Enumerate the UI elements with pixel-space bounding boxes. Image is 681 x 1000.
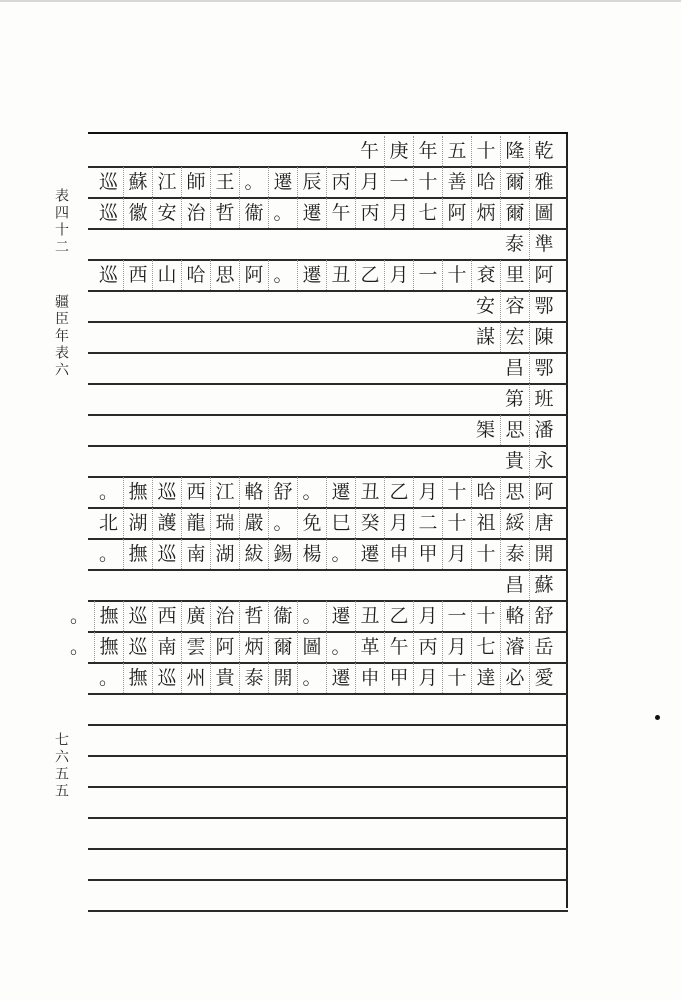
row-character: 月 (384, 260, 413, 290)
row-character: 十 (471, 539, 500, 569)
row-character: 南 (152, 632, 181, 662)
row-character: 泰 (500, 539, 529, 569)
row-character: 舒 (529, 601, 558, 631)
row-character: 哈 (471, 477, 500, 507)
row-character: 思 (500, 477, 529, 507)
row-character: 愛 (529, 663, 558, 693)
row-character: 爾 (500, 167, 529, 197)
row-character: 十 (471, 136, 500, 166)
row-character: 甲 (384, 663, 413, 693)
row-character: 哈 (471, 167, 500, 197)
row-character: 遷 (268, 167, 297, 197)
row-character: 丑 (355, 477, 384, 507)
row-character: 免 (297, 508, 326, 538)
row-character: 榘 (475, 419, 495, 441)
row-character: 巡 (123, 601, 152, 631)
row-character: 月 (413, 601, 442, 631)
row-character: 。 (268, 198, 297, 228)
row-character: 爾 (500, 198, 529, 228)
table-row (355, 136, 558, 166)
row-character: 午 (384, 632, 413, 662)
table-row (471, 415, 558, 445)
governor-table (69, 128, 568, 908)
row-character: 阿 (210, 632, 239, 662)
row-character: 撫 (123, 477, 152, 507)
row-character: 遷 (297, 260, 326, 290)
row-character: 巡 (123, 632, 152, 662)
table-row (65, 632, 558, 662)
row-character: 隆 (500, 136, 529, 166)
row-character: 。 (69, 636, 89, 658)
row-character: 護 (152, 508, 181, 538)
row-character: 甲 (413, 539, 442, 569)
row-character: 濬 (500, 632, 529, 662)
row-character: 巡 (152, 477, 181, 507)
row-character: 乙 (384, 477, 413, 507)
row-character: 乙 (355, 260, 384, 290)
table-row (500, 384, 558, 414)
row-character: 月 (413, 477, 442, 507)
top-edge-line (0, 0, 681, 2)
row-character: 十 (442, 508, 471, 538)
row-character: 容 (500, 291, 529, 321)
row-rule (88, 352, 568, 354)
empty-row-rule (88, 910, 568, 912)
row-character: 昌 (504, 574, 524, 596)
row-character: 師 (181, 167, 210, 197)
row-character: 癸 (355, 508, 384, 538)
ink-spot (655, 715, 660, 720)
row-character: 爾 (268, 632, 297, 662)
row-character: 西 (123, 260, 152, 290)
row-character: 湖 (123, 508, 152, 538)
row-character: 唐 (529, 508, 558, 538)
row-character: 丑 (326, 260, 355, 290)
row-character: 治 (181, 198, 210, 228)
row-character: 巡 (98, 171, 118, 193)
row-character: 州 (181, 663, 210, 693)
row-character: 乾 (529, 136, 558, 166)
row-character: 。 (326, 632, 355, 662)
row-character: 二 (413, 508, 442, 538)
row-character: 達 (471, 663, 500, 693)
row-character: 月 (355, 167, 384, 197)
row-character: 炳 (239, 632, 268, 662)
row-character: 年 (413, 136, 442, 166)
table-row (94, 477, 558, 507)
row-character: 善 (442, 167, 471, 197)
row-character: 炳 (471, 198, 500, 228)
row-rule (88, 228, 568, 230)
row-character: 午 (359, 140, 379, 162)
row-character: 巡 (98, 202, 118, 224)
row-character: 袞 (471, 260, 500, 290)
empty-row-rule (88, 786, 568, 788)
row-character: 。 (69, 605, 89, 627)
row-character: 衞 (268, 601, 297, 631)
margin-table-title: 疆臣年表六 (53, 294, 69, 379)
row-character: 雅 (529, 167, 558, 197)
row-character: 遷 (326, 477, 355, 507)
row-character: 山 (152, 260, 181, 290)
row-character: 第 (504, 388, 524, 410)
row-character: 陳 (529, 322, 558, 352)
row-character: 西 (152, 601, 181, 631)
row-character: 哲 (210, 198, 239, 228)
row-character: 十 (442, 663, 471, 693)
row-character: 班 (529, 384, 558, 414)
table-top-rule (88, 132, 568, 134)
table-row (500, 570, 558, 600)
table-row (471, 291, 558, 321)
row-character: 。 (98, 667, 118, 689)
row-character: 嚴 (239, 508, 268, 538)
table-row (65, 601, 558, 631)
row-character: 。 (297, 601, 326, 631)
row-character: 思 (500, 415, 529, 445)
row-character: 泰 (239, 663, 268, 693)
row-character: 衞 (239, 198, 268, 228)
row-character: 廣 (181, 601, 210, 631)
row-character: 申 (355, 663, 384, 693)
row-character: 月 (442, 632, 471, 662)
row-character: 雲 (181, 632, 210, 662)
row-character: 革 (355, 632, 384, 662)
row-character: 紱 (239, 539, 268, 569)
row-character: 南 (181, 539, 210, 569)
row-character: 祖 (471, 508, 500, 538)
table-row (94, 663, 558, 693)
row-character: 輅 (500, 601, 529, 631)
row-character: 徽 (123, 198, 152, 228)
row-character: 午 (326, 198, 355, 228)
row-character: 五 (442, 136, 471, 166)
row-character: 蘇 (529, 570, 558, 600)
row-character: 。 (239, 167, 268, 197)
table-row (500, 446, 558, 476)
row-character: 。 (326, 539, 355, 569)
row-character: 治 (210, 601, 239, 631)
row-character: 一 (442, 601, 471, 631)
row-character: 龍 (181, 508, 210, 538)
row-character: 巳 (326, 508, 355, 538)
table-row (500, 353, 558, 383)
row-rule (88, 693, 568, 695)
table-row (471, 322, 558, 352)
row-character: 。 (297, 663, 326, 693)
row-character: 王 (210, 167, 239, 197)
row-character: 岳 (529, 632, 558, 662)
row-character: 撫 (123, 663, 152, 693)
empty-row-rule (88, 848, 568, 850)
table-right-border (566, 132, 568, 908)
row-character: 十 (442, 477, 471, 507)
table-row (500, 229, 558, 259)
row-character: 撫 (123, 539, 152, 569)
row-character: 乙 (384, 601, 413, 631)
row-character: 月 (384, 508, 413, 538)
row-character: 遷 (326, 663, 355, 693)
margin-page-number: 七六五五 (53, 732, 69, 800)
row-rule (88, 445, 568, 447)
row-character: 阿 (442, 198, 471, 228)
row-character: 七 (471, 632, 500, 662)
row-character: 。 (297, 477, 326, 507)
row-character: 鄂 (529, 353, 558, 383)
table-row (94, 508, 558, 538)
row-character: 阿 (239, 260, 268, 290)
row-character: 貴 (210, 663, 239, 693)
row-character: 安 (475, 295, 495, 317)
row-character: 綏 (500, 508, 529, 538)
margin-table-number: 表四十二 (53, 188, 69, 256)
row-character: 巡 (152, 539, 181, 569)
row-character: 。 (268, 508, 297, 538)
row-character: 鄂 (529, 291, 558, 321)
row-character: 江 (210, 477, 239, 507)
row-character: 昌 (504, 357, 524, 379)
empty-row-rule (88, 724, 568, 726)
row-character: 哈 (181, 260, 210, 290)
row-character: 七 (413, 198, 442, 228)
row-character: 準 (529, 229, 558, 259)
row-character: 阿 (529, 260, 558, 290)
table-row (94, 167, 558, 197)
row-character: 必 (500, 663, 529, 693)
row-character: 丙 (355, 198, 384, 228)
empty-row-rule (88, 879, 568, 881)
row-character: 楊 (297, 539, 326, 569)
row-character: 一 (384, 167, 413, 197)
row-character: 開 (268, 663, 297, 693)
row-rule (88, 383, 568, 385)
row-character: 圖 (297, 632, 326, 662)
row-character: 圖 (529, 198, 558, 228)
row-character: 思 (210, 260, 239, 290)
row-character: 撫 (94, 601, 123, 631)
table-row (94, 198, 558, 228)
row-character: 泰 (504, 233, 524, 255)
row-character: 蘇 (123, 167, 152, 197)
row-character: 巡 (152, 663, 181, 693)
row-character: 江 (152, 167, 181, 197)
row-character: 。 (268, 260, 297, 290)
row-character: 宏 (500, 322, 529, 352)
row-character: 。 (98, 543, 118, 565)
row-character: 月 (384, 198, 413, 228)
row-character: 十 (471, 601, 500, 631)
row-character: 十 (413, 167, 442, 197)
row-character: 開 (529, 539, 558, 569)
row-character: 遷 (326, 601, 355, 631)
row-character: 申 (384, 539, 413, 569)
row-character: 巡 (98, 264, 118, 286)
row-character: 錫 (268, 539, 297, 569)
row-character: 西 (181, 477, 210, 507)
row-character: 辰 (297, 167, 326, 197)
row-character: 潘 (529, 415, 558, 445)
row-character: 丙 (413, 632, 442, 662)
row-character: 舒 (268, 477, 297, 507)
row-character: 北 (98, 512, 118, 534)
row-character: 十 (442, 260, 471, 290)
row-character: 貴 (504, 450, 524, 472)
row-character: 謀 (475, 326, 495, 348)
row-character: 一 (413, 260, 442, 290)
empty-row-rule (88, 817, 568, 819)
row-character: 永 (529, 446, 558, 476)
row-character: 丑 (355, 601, 384, 631)
row-character: 。 (98, 481, 118, 503)
row-character: 哲 (239, 601, 268, 631)
row-character: 月 (413, 663, 442, 693)
row-character: 撫 (94, 632, 123, 662)
row-character: 阿 (529, 477, 558, 507)
row-character: 遷 (355, 539, 384, 569)
row-character: 安 (152, 198, 181, 228)
row-character: 遷 (297, 198, 326, 228)
row-character: 月 (442, 539, 471, 569)
row-character: 丙 (326, 167, 355, 197)
row-character: 里 (500, 260, 529, 290)
row-character: 輅 (239, 477, 268, 507)
empty-row-rule (88, 755, 568, 757)
row-character: 湖 (210, 539, 239, 569)
table-row (94, 539, 558, 569)
row-rule (88, 569, 568, 571)
row-character: 瑞 (210, 508, 239, 538)
table-row (94, 260, 558, 290)
row-character: 庚 (384, 136, 413, 166)
